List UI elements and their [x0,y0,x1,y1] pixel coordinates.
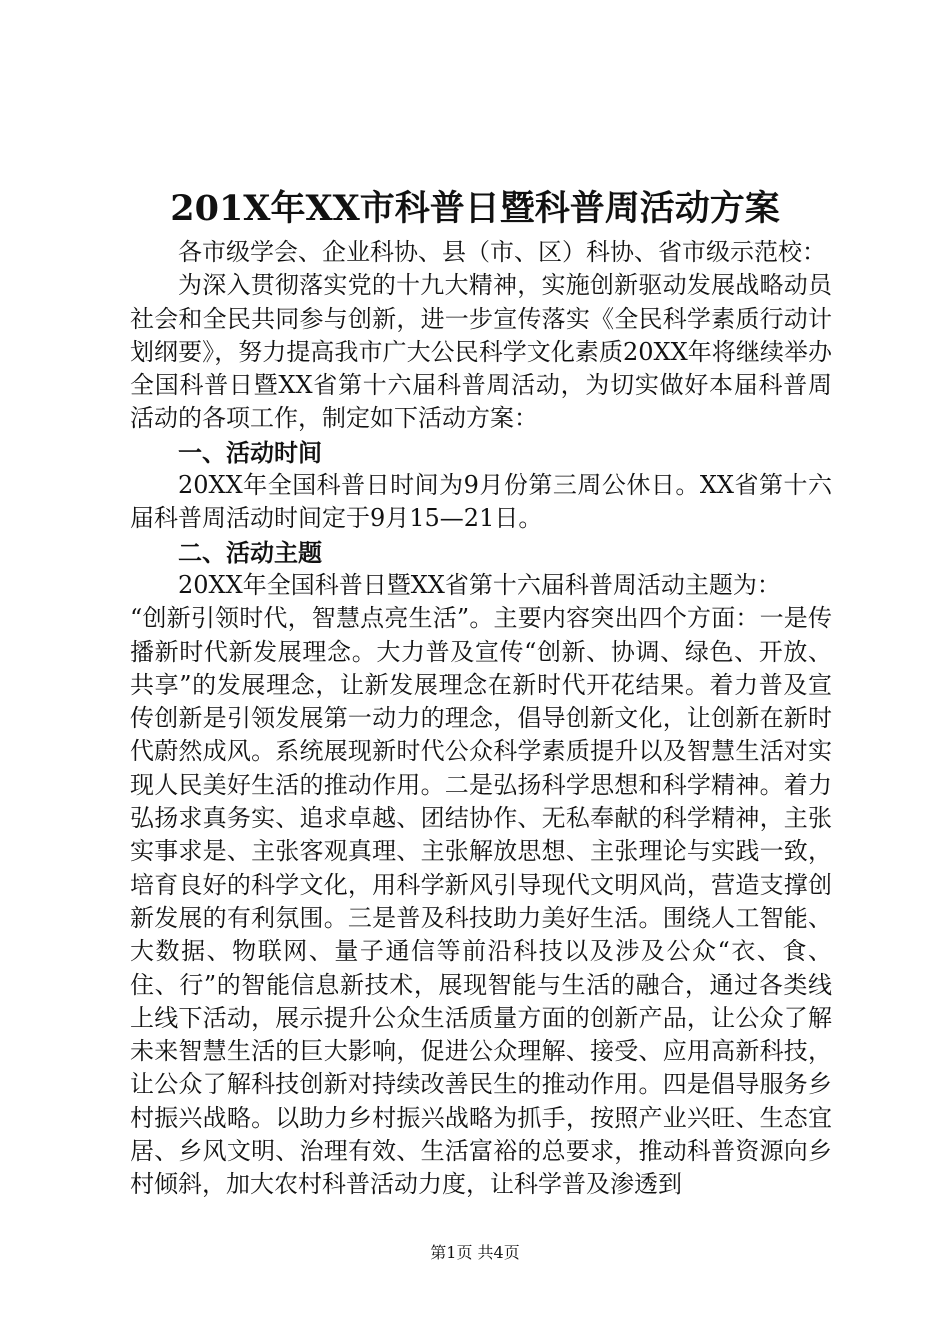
document-body [130,236,832,1202]
section-text-time: 20XX年全国科普日时间为9月份第三周公休日。XX省第十六届科普周活动时间定于9月15—21日。 [130,471,832,533]
section-heading-theme: 二、活动主题 [178,537,322,567]
document-title: 201X年XX市科普日暨科普周活动方案 [170,188,780,229]
salutation-paragraph: 各市级学会、企业科协、县（市、区）科协、省市级示范校： [178,238,826,266]
section-text-theme-continued: “创新引领时代，智慧点亮生活”。主要内容突出四个方面：一是传播新时代新发展理念。大力普及宣传“创新、协调、绿色、开放、共享”的发展理念，让新发展理念在新时代开花结果。着力普及宣传创新是引领发展第一动力的理念，倡导创新文化，让创新在新时代蔚然成风。系统展现新时代公众科学素质提升以及智慧生活对实现人民美好生活的推动作用。二是弘扬科学思想和科学精神。着力弘扬求真务实、追求卓越、团结协作、无私奉献的科学精神，主张实事求是、主张客观真理、主张解放思想、主张理论与实践一致，培育良好的科学文化，用科学新风引导现代文明风尚，营造支撑创新发展的有利氛围。三是普及科技助力美好生活。围绕人工智能、大数据、物联网、量子通信等前沿科技以及涉及公众“衣、食、住、行”的智能信息新技术，展现智能与生活的融合，通过各类线上线下活动，展示提升公众生活质量方面的创新产品，让公众了解未来智慧生活的巨大影响，促进公众理解、接受、应用高新科技，让公众了解科技创新对持续改善民生的推动作用。四是倡导服务乡村振兴战略。以助力乡村振兴战略为抓手，按照产业兴旺、生态宜居、乡风文明、治理有效、生活富裕的总要求，推动科普资源向乡村倾斜，加大农村科普活动力度，让科学普及渗透到 [130,604,832,1199]
intro-paragraph: 为深入贯彻落实党的十九大精神，实施创新驱动发展战略动员社会和全民共同参与创新，进一步宣传落实《全民科学素质行动计划纲要》，努力提高我市广大公民科学文化素质20XX年将继续举办全国科普日暨XX省第十六届科普周活动，为切实做好本届科普周活动的各项工作，制定如下活动方案： [130,271,832,433]
section-heading-time: 一、活动时间 [178,437,322,467]
section-text-theme: 20XX年全国科普日暨XX省第十六届科普周活动主题为： [178,570,781,599]
page-number-footer: 第1页 共4页 [430,1243,520,1262]
